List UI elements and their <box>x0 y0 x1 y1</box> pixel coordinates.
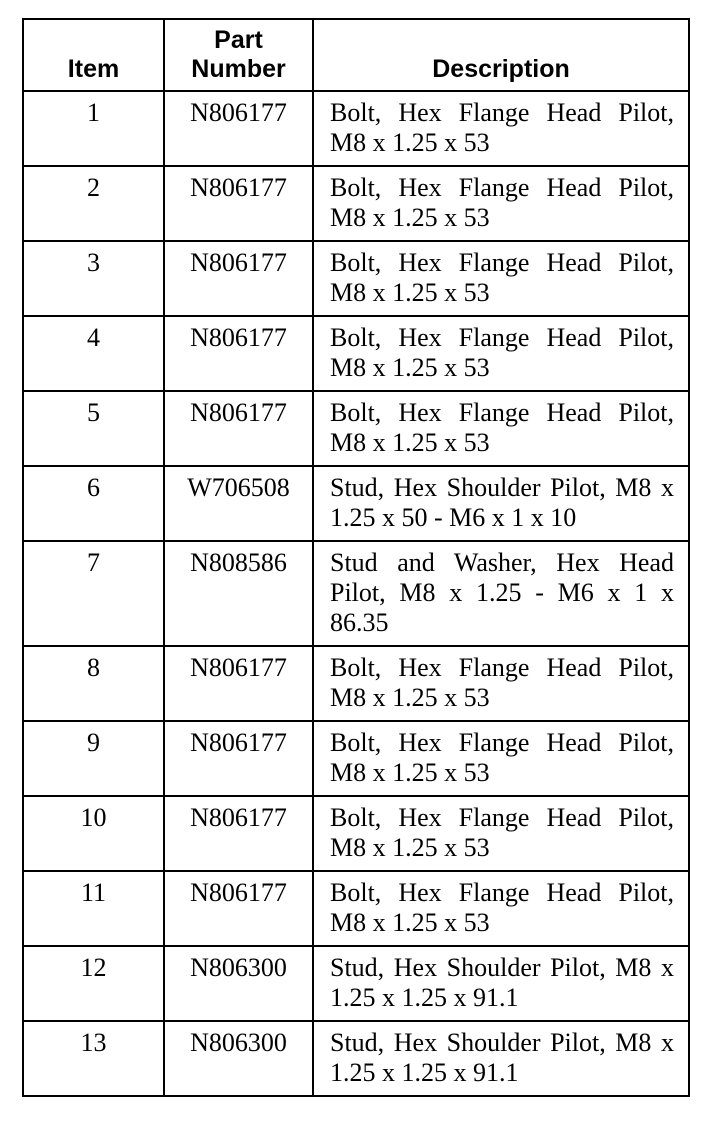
description-cell: Bolt, Hex Flange Head Pilot, M8 x 1.25 x 53 <box>313 241 689 316</box>
table-row <box>23 316 689 391</box>
part-number-cell: W706508 <box>164 466 313 541</box>
item-cell: 13 <box>23 1021 164 1096</box>
part-number-cell: N806177 <box>164 166 313 241</box>
part-number-cell: N806177 <box>164 91 313 166</box>
header-part-number <box>164 19 313 91</box>
description-cell: Stud and Washer, Hex Head Pilot, M8 x 1.25 - M6 x 1 x 86.35 <box>313 541 689 646</box>
table-header-row <box>23 19 689 91</box>
part-number-cell: N806177 <box>164 646 313 721</box>
description-cell: Bolt, Hex Flange Head Pilot, M8 x 1.25 x 53 <box>313 796 689 871</box>
header-part-line1: Part <box>214 26 263 54</box>
description-cell: Bolt, Hex Flange Head Pilot, M8 x 1.25 x 53 <box>313 721 689 796</box>
part-number-cell: N806177 <box>164 871 313 946</box>
item-cell: 5 <box>23 391 164 466</box>
description-cell: Bolt, Hex Flange Head Pilot, M8 x 1.25 x 53 <box>313 316 689 391</box>
part-number-cell: N808586 <box>164 541 313 646</box>
description-cell: Bolt, Hex Flange Head Pilot, M8 x 1.25 x 53 <box>313 646 689 721</box>
item-cell: 6 <box>23 466 164 541</box>
table-row <box>23 241 689 316</box>
description-cell: Bolt, Hex Flange Head Pilot, M8 x 1.25 x 53 <box>313 91 689 166</box>
part-number-cell: N806177 <box>164 241 313 316</box>
item-cell: 10 <box>23 796 164 871</box>
item-cell: 7 <box>23 541 164 646</box>
parts-table <box>22 18 690 1097</box>
part-number-cell: N806177 <box>164 796 313 871</box>
part-number-cell: N806300 <box>164 946 313 1021</box>
header-part-line2: Number <box>191 55 286 83</box>
part-number-cell: N806177 <box>164 721 313 796</box>
description-cell: Stud, Hex Shoulder Pilot, M8 x 1.25 x 1.25 x 91.1 <box>313 1021 689 1096</box>
header-item: Item <box>23 19 164 91</box>
table-row <box>23 1021 689 1096</box>
description-cell: Stud, Hex Shoulder Pilot, M8 x 1.25 x 1.25 x 91.1 <box>313 946 689 1021</box>
description-cell: Bolt, Hex Flange Head Pilot, M8 x 1.25 x 53 <box>313 871 689 946</box>
item-cell: 3 <box>23 241 164 316</box>
item-cell: 8 <box>23 646 164 721</box>
table-row <box>23 541 689 646</box>
item-cell: 11 <box>23 871 164 946</box>
part-number-cell: N806300 <box>164 1021 313 1096</box>
part-number-cell: N806177 <box>164 391 313 466</box>
table-row <box>23 91 689 166</box>
table-row <box>23 391 689 466</box>
description-cell: Bolt, Hex Flange Head Pilot, M8 x 1.25 x 53 <box>313 166 689 241</box>
item-cell: 1 <box>23 91 164 166</box>
item-cell: 9 <box>23 721 164 796</box>
part-number-cell: N806177 <box>164 316 313 391</box>
item-cell: 12 <box>23 946 164 1021</box>
table-row <box>23 466 689 541</box>
item-cell: 4 <box>23 316 164 391</box>
description-cell: Stud, Hex Shoulder Pilot, M8 x 1.25 x 50 - M6 x 1 x 10 <box>313 466 689 541</box>
table-row <box>23 871 689 946</box>
table-row <box>23 946 689 1021</box>
table-row <box>23 646 689 721</box>
item-cell: 2 <box>23 166 164 241</box>
table-row <box>23 796 689 871</box>
table-row <box>23 721 689 796</box>
table-row <box>23 166 689 241</box>
description-cell: Bolt, Hex Flange Head Pilot, M8 x 1.25 x 53 <box>313 391 689 466</box>
header-description: Description <box>313 19 689 91</box>
